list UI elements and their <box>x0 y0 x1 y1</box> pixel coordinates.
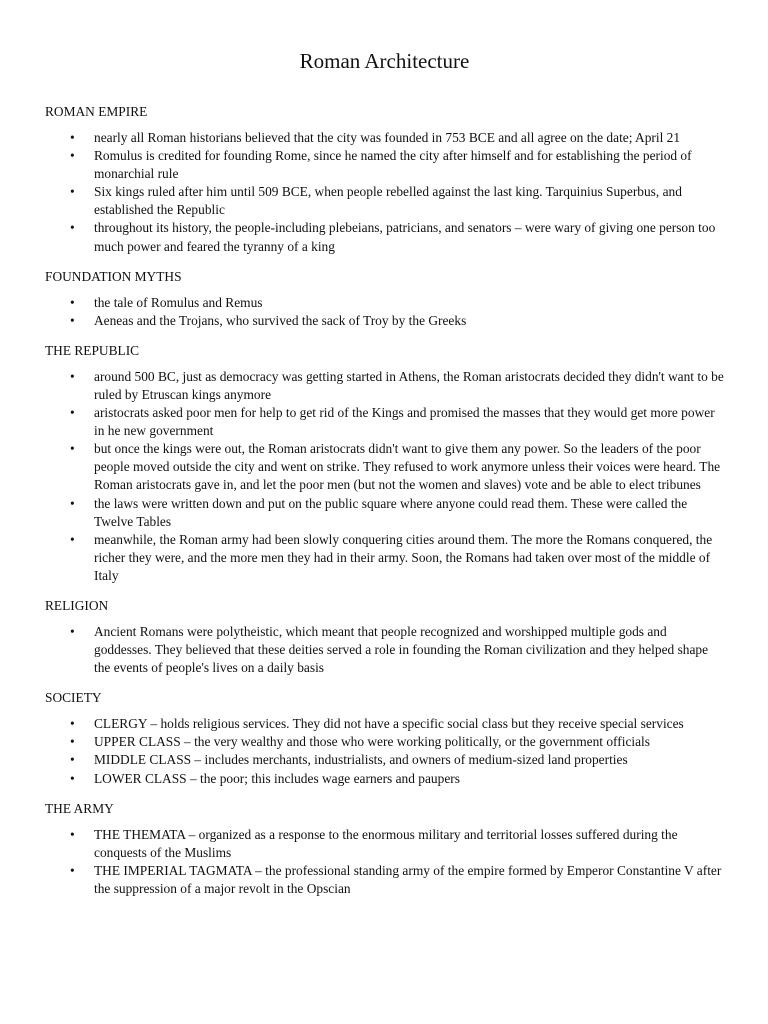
list-item <box>45 294 724 312</box>
list-item <box>45 862 724 898</box>
list-item <box>45 129 724 147</box>
section-heading: SOCIETY <box>45 690 102 706</box>
list-item <box>45 826 724 862</box>
bullet-icon: • <box>70 770 75 786</box>
list-item-text: Ancient Romans were polytheistic, which meant that people recognized and worshipped multiple gods and goddesses. They believed that these deities served a role in founding the Roman civilization and they helped shape the events of people's lives on a daily basis <box>94 623 709 676</box>
bullet-icon: • <box>70 734 75 750</box>
list-item-text: THE THEMATA – organized as a response to the enormous military and territorial losses suffered during the conquests of the Muslims <box>94 826 678 860</box>
list-item-text: THE IMPERIAL TAGMATA – the professional standing army of the empire formed by Emperor Constantine V after the suppression of a major revolt in the Opscian <box>94 862 722 896</box>
section-heading: THE REPUBLIC <box>45 342 140 358</box>
bullet-icon: • <box>70 752 75 768</box>
list-item <box>45 531 724 585</box>
list-item-text: UPPER CLASS – the very wealthy and those who were working politically, or the government officials <box>94 734 650 750</box>
list-item-text: MIDDLE CLASS – includes merchants, industrialists, and owners of medium-sized land properties <box>94 752 628 768</box>
bullet-icon: • <box>70 294 75 310</box>
section-heading: RELIGION <box>45 597 109 613</box>
bullet-list <box>45 294 724 330</box>
bullet-list <box>45 826 724 898</box>
list-item <box>45 404 724 440</box>
bullet-icon: • <box>70 130 75 145</box>
list-item <box>45 751 724 769</box>
list-item <box>45 312 724 330</box>
section-heading: THE ARMY <box>45 800 114 816</box>
section-heading: FOUNDATION MYTHS <box>45 268 182 284</box>
bullet-icon: • <box>70 148 75 164</box>
list-item-text: Aeneas and the Trojans, who survived the sack of Troy by the Greeks <box>94 312 467 328</box>
document-body <box>45 103 724 898</box>
list-item-text: aristocrats asked poor men for help to get rid of the Kings and promised the masses that they would get more power in he new government <box>94 405 715 439</box>
list-item <box>45 623 724 677</box>
bullet-icon: • <box>70 495 75 511</box>
bullet-list <box>45 129 724 256</box>
bullet-icon: • <box>70 220 75 236</box>
list-item <box>45 495 724 531</box>
list-item-text: Six kings ruled after him until 509 BCE, when people rebelled against the last king. Tarquinius Superbus, and established the Republic <box>94 184 682 218</box>
list-item <box>45 770 724 788</box>
bullet-icon: • <box>70 405 75 421</box>
list-item <box>45 733 724 751</box>
bullet-icon: • <box>70 531 75 547</box>
list-item-text: around 500 BC, just as democracy was getting started in Athens, the Roman aristocrats decided they didn't want to be ruled by Etruscan kings anymore <box>94 368 724 402</box>
bullet-icon: • <box>70 623 75 639</box>
bullet-icon: • <box>70 862 75 878</box>
list-item-text: LOWER CLASS – the poor; this includes wage earners and paupers <box>94 770 460 786</box>
bullet-icon: • <box>70 441 75 457</box>
list-item <box>45 715 724 733</box>
bullet-list <box>45 715 724 787</box>
list-item-text: the tale of Romulus and Remus <box>94 294 263 310</box>
list-item-text: CLERGY – holds religious services. They did not have a specific social class but they receive special services <box>94 716 684 732</box>
bullet-icon: • <box>70 184 75 200</box>
bullet-icon: • <box>70 368 75 384</box>
list-item-text: but once the kings were out, the Roman aristocrats didn't want to give them any power. So the leaders of the poor people moved outside the city and went on strike. They refused to work anymore unless their voices were heard. The Roman aristocrats gave in, and let the poor men (but not the women and slaves) vote and be able to elect tribunes <box>94 441 721 493</box>
list-item <box>45 147 724 183</box>
list-item-text: the laws were written down and put on the public square where anyone could read them. These were called the Twelve Tables <box>94 495 688 529</box>
list-item-text: nearly all Roman historians believed that the city was founded in 753 BCE and all agree on the date; April 21 <box>94 130 681 145</box>
list-item-text: Romulus is credited for founding Rome, since he named the city after himself and for establishing the period of monarchial rule <box>94 148 692 182</box>
document-title: Roman Architecture <box>299 49 470 73</box>
bullet-list <box>45 623 724 677</box>
list-item <box>45 183 724 219</box>
bullet-list <box>45 368 724 585</box>
list-item-text: throughout its history, the people-including plebeians, patricians, and senators – were wary of giving one person too much power and feared the tyranny of a king <box>94 220 716 254</box>
bullet-icon: • <box>70 716 75 732</box>
list-item <box>45 219 724 255</box>
bullet-icon: • <box>70 826 75 842</box>
list-item-text: meanwhile, the Roman army had been slowly conquering cities around them. The more the Romans conquered, the richer they were, and the more men they had in their army. Soon, the Romans had taken over most of the middle of Italy <box>94 531 713 583</box>
bullet-icon: • <box>70 312 75 328</box>
section-heading: ROMAN EMPIRE <box>45 104 148 119</box>
list-item <box>45 368 724 404</box>
list-item <box>45 440 724 494</box>
